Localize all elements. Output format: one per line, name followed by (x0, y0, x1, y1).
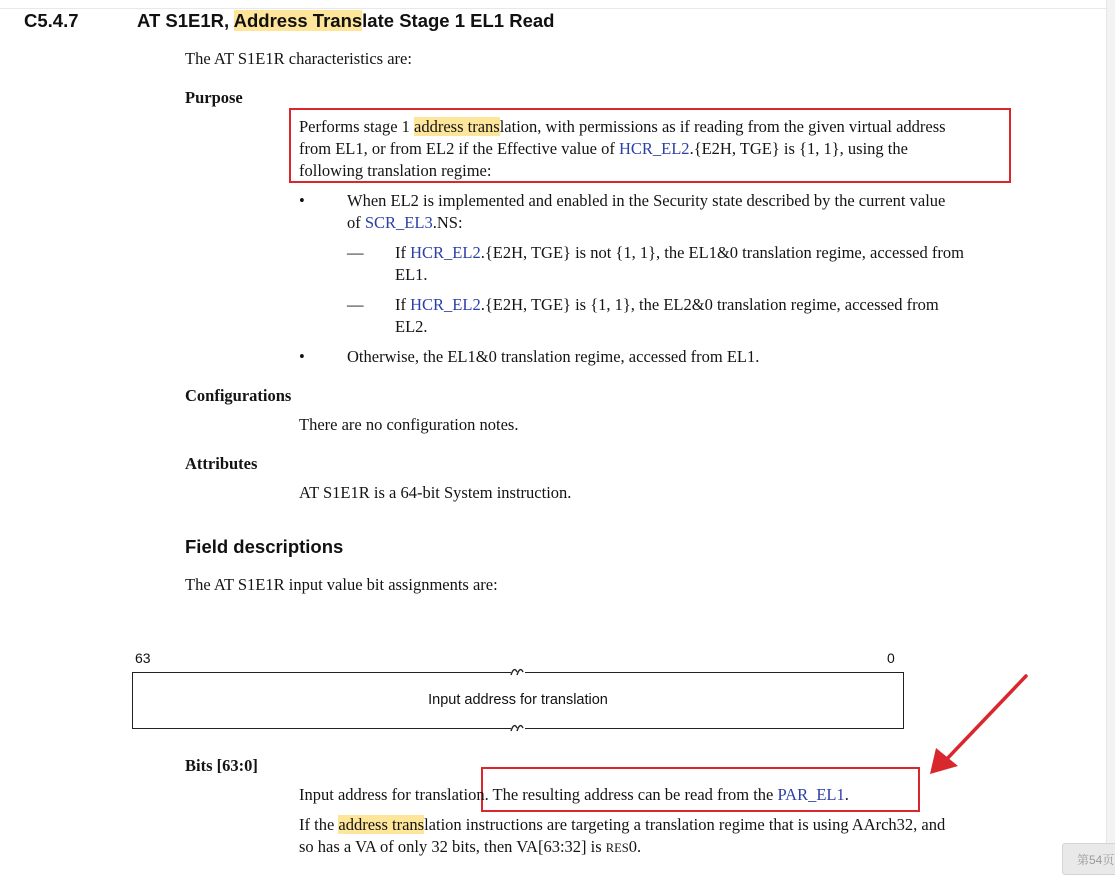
bullet-text: .NS: (432, 213, 463, 232)
attributes-text: AT S1E1R is a 64-bit System instruction. (299, 483, 572, 502)
purpose-line-3: following translation regime: (299, 161, 492, 180)
bits-text: so has a VA of only 32 bits, then VA[63:32] is (299, 837, 606, 856)
dash-2-line-1 (395, 294, 939, 316)
dash-1-line-1 (395, 242, 964, 264)
purpose-line-1 (299, 116, 946, 138)
bits-text: 0. (628, 837, 642, 856)
title-suffix: late Stage 1 EL1 Read (362, 10, 555, 31)
bits-text: Input address for translati (299, 785, 469, 804)
intro-text: The AT S1E1R characteristics are: (185, 49, 412, 68)
dash-marker: — (347, 243, 364, 262)
bits-line-3 (299, 836, 641, 859)
attributes-label: Attributes (185, 454, 258, 473)
dash-text: If (395, 295, 411, 314)
bullet-text: of (347, 213, 365, 232)
bits-highlight: address trans (338, 815, 425, 834)
purpose-text: .{E2H, TGE} is {1, 1}, using the (689, 139, 908, 158)
dash-text: If (395, 243, 411, 262)
title-highlight: Address Trans (233, 10, 363, 31)
register-field-label: Input address for translation (428, 692, 608, 708)
dash-1-line-2: EL1. (395, 265, 428, 284)
bullet-marker: • (299, 347, 305, 366)
bullet-1-line-1: When EL2 is implemented and enabled in the Security state described by the current value (347, 191, 946, 210)
bits-text: on. The resulting address can be read from the (468, 785, 778, 804)
res-small-caps: RES (605, 841, 629, 855)
dash-text: .{E2H, TGE} is not {1, 1}, the EL1&0 translation regime, accessed from (480, 243, 964, 262)
purpose-text: lation, with permissions as if reading from the given virtual address (499, 117, 946, 136)
page-number-badge: 第54页 (1062, 843, 1115, 875)
bits-text: If the (299, 815, 339, 834)
bullet-marker: • (299, 191, 305, 210)
bits-line-1 (299, 784, 849, 806)
title-prefix: AT S1E1R, (137, 10, 234, 31)
field-descriptions-heading: Field descriptions (185, 536, 344, 557)
bits-text: . (844, 785, 849, 804)
purpose-line-2 (299, 138, 908, 160)
scr-el3-link[interactable]: SCR_EL3 (364, 213, 433, 232)
purpose-label: Purpose (185, 88, 243, 107)
configurations-label: Configurations (185, 386, 292, 405)
dash-marker: — (347, 295, 364, 314)
bullet-2: Otherwise, the EL1&0 translation regime, accessed from EL1. (347, 347, 760, 366)
section-number: C5.4.7 (24, 10, 79, 31)
top-border (0, 8, 1115, 9)
hcr-el2-link[interactable]: HCR_EL2 (410, 243, 481, 262)
hcr-el2-link[interactable]: HCR_EL2 (410, 295, 481, 314)
annotation-arrow-icon (920, 668, 1035, 780)
bit-0-label: 0 (887, 650, 895, 666)
purpose-text: Performs stage 1 (299, 117, 415, 136)
purpose-text: from EL1, or from EL2 if the Effective value of (299, 139, 619, 158)
bits-label: Bits [63:0] (185, 756, 258, 775)
section-title (137, 10, 554, 32)
bit-63-label: 63 (135, 650, 151, 666)
dash-text: .{E2H, TGE} is {1, 1}, the EL2&0 translation regime, accessed from (480, 295, 939, 314)
bullet-1-line-2 (347, 212, 463, 234)
par-el1-link[interactable]: PAR_EL1 (777, 785, 845, 804)
bits-text: lation instructions are targeting a translation regime that is using AArch32, and (424, 815, 946, 834)
vertical-scrollbar[interactable] (1106, 0, 1115, 875)
hcr-el2-link[interactable]: HCR_EL2 (618, 139, 690, 158)
field-descriptions-intro: The AT S1E1R input value bit assignments are: (185, 575, 498, 594)
dash-2-line-2: EL2. (395, 317, 428, 336)
purpose-highlight: address trans (414, 117, 500, 136)
bits-line-2 (299, 814, 945, 836)
configurations-text: There are no configuration notes. (299, 415, 519, 434)
